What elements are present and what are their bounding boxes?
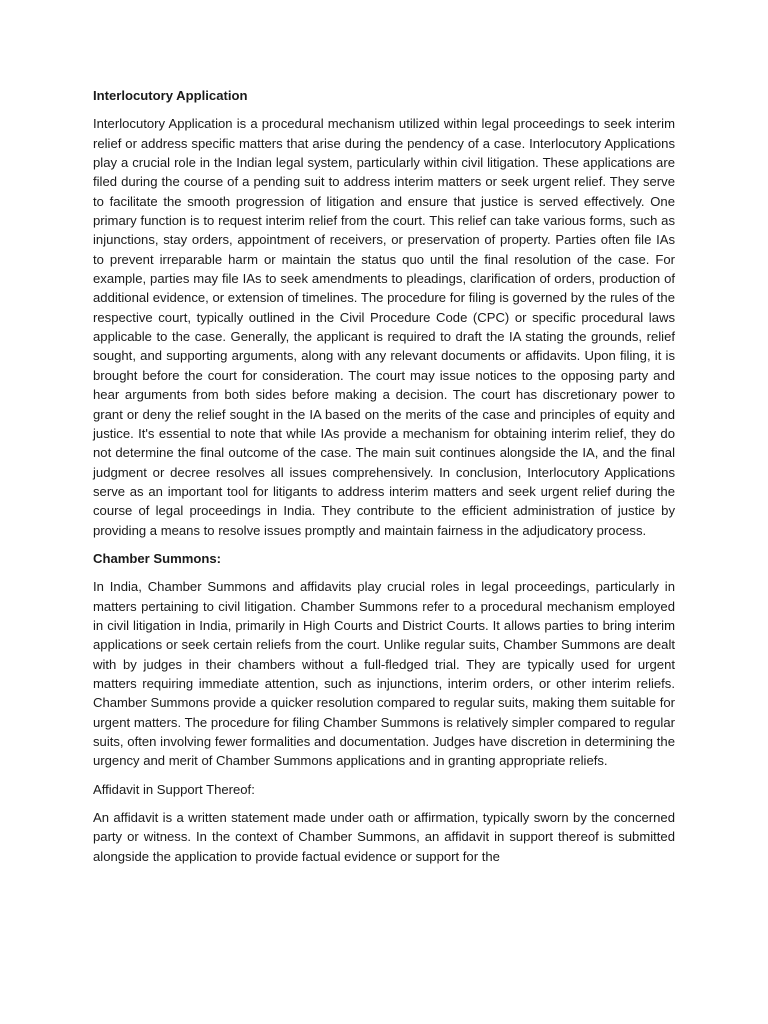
section-heading-interlocutory-application: Interlocutory Application — [93, 88, 248, 103]
section-paragraph-interlocutory-application: Interlocutory Application is a procedural mechanism utilized within legal proceedings to seek interim relief or address specific matters that arise during the pendency of a case. Interlocutory Applications play a crucial role in the Indian legal system, particularly within civil litigation. These applications are filed during the course of a pending suit to address interim matters or seek urgent relief. They serve to facilitate the smooth progression of litigation and ensure that justice is served effectively. One primary function is to request interim relief from the court. This relief can take various forms, such as injunctions, stay orders, appointment of receivers, or preservation of property. Parties often file IAs to prevent irreparable harm or maintain the status quo until the final resolution of the case. For example, parties may file IAs to seek amendments to pleadings, clarification of orders, production of additional evidence, or extension of timelines. The procedure for filing is governed by the rules of the respective court, typically outlined in the Civil Procedure Code (CPC) or specific procedural laws applicable to the case. Generally, the applicant is required to draft the IA stating the grounds, relief sought, and supporting arguments, along with any relevant documents or affidavits. Upon filing, it is brought before the court for consideration. The court may issue notices to the opposing party and hear arguments from both sides before making a decision. The court has discretionary power to grant or deny the relief sought in the IA based on the merits of the case and principles of equity and justice. It's essential to note that while IAs provide a mechanism for obtaining interim relief, they do not determine the final outcome of the case. The main suit continues alongside the IA, and the final judgment or decree resolves all issues comprehensively. In conclusion, Interlocutory Applications serve as an important tool for litigants to address interim matters and seek urgent relief during the course of legal proceedings in India. They contribute to the efficient administration of justice by providing a means to resolve issues promptly and maintain fairness in the adjudicatory process. — [93, 116, 675, 538]
section-heading-chamber-summons: Chamber Summons: — [93, 550, 222, 566]
section-paragraph-affidavit: An affidavit is a written statement made under oath or affirmation, typically sworn by the concerned party or witness. In the context of Chamber Summons, an affidavit in support thereof is submitted alongside the application to provide factual evidence or support for the — [93, 810, 675, 864]
section-heading-affidavit: Affidavit in Support Thereof: — [93, 781, 255, 797]
section-paragraph-chamber-summons: In India, Chamber Summons and affidavits play crucial roles in legal proceedings, particularly in matters pertaining to civil litigation. Chamber Summons refer to a procedural mechanism employed in civil litigation in India, primarily in High Courts and District Courts. It allows parties to bring interim applications or seek certain reliefs from the court. Unlike regular suits, Chamber Summons are dealt with by judges in their chambers without a full-fledged trial. They are typically used for urgent matters requiring immediate attention, such as injunctions, interim orders, or other interim reliefs. Chamber Summons provide a quicker resolution compared to regular suits, making them suitable for urgent matters. The procedure for filing Chamber Summons is relatively simpler compared to regular suits, often involving fewer formalities and documentation. Judges have discretion in determining the urgency and merit of Chamber Summons applications and in granting appropriate reliefs. — [93, 579, 675, 769]
document-page — [93, 86, 675, 875]
